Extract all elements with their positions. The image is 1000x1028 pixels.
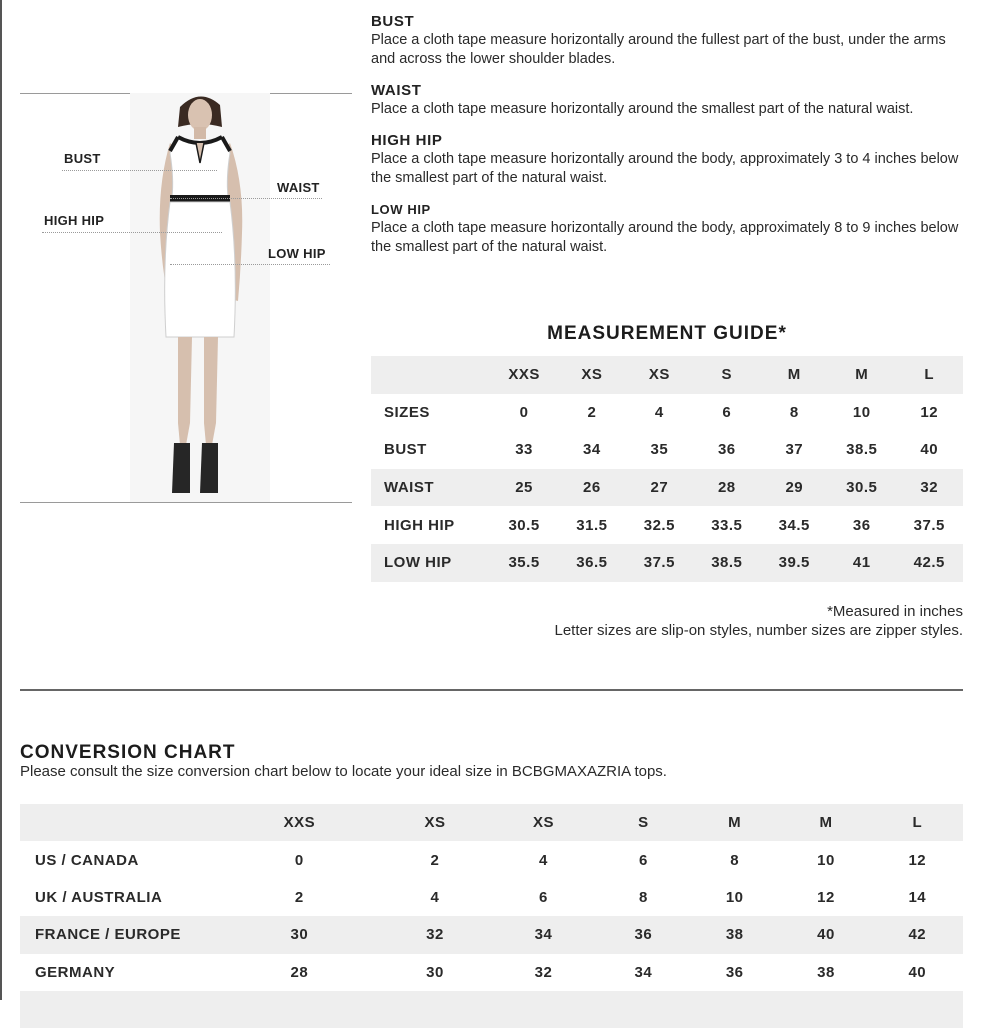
row-label: [20, 991, 218, 1028]
table-cell: [872, 991, 963, 1028]
table-cell: 41: [852, 554, 871, 572]
table-cell: 30: [290, 926, 309, 944]
table-row: [371, 544, 963, 582]
table-cell: [598, 991, 689, 1028]
table-cell: 38: [725, 926, 744, 944]
table-row: [20, 916, 963, 953]
table-cell: 30.5: [508, 516, 540, 534]
table-cell: [381, 991, 490, 1028]
table-cell: 27: [650, 479, 669, 497]
table-cell: 38.5: [711, 554, 743, 572]
table-cell: 25: [515, 479, 533, 497]
table-header-cell: XXS: [508, 366, 540, 384]
table-row: [371, 394, 963, 432]
table-cell: 36: [634, 926, 653, 944]
table-cell: 36.5: [576, 554, 608, 572]
figure-label-waist: WAIST: [277, 180, 320, 195]
table-cell: 4: [430, 888, 440, 906]
low-hip-line: [170, 264, 330, 265]
table-cell: 34: [634, 963, 653, 981]
row-label: WAIST: [384, 479, 434, 497]
table-header-cell: S: [721, 366, 733, 384]
definition-waist: [371, 81, 971, 119]
table-cell: 2: [294, 888, 304, 906]
table-header-cell: L: [924, 366, 935, 384]
table-cell: 34: [534, 926, 553, 944]
table-cell: 40: [817, 926, 835, 944]
note-size-styles: Letter sizes are slip-on styles, number sizes are zipper styles.: [554, 622, 963, 639]
table-cell: 40: [908, 963, 927, 981]
definition-title: LOW HIP: [371, 202, 431, 217]
table-cell: 36: [852, 516, 871, 534]
table-cell: 35: [650, 441, 669, 459]
table-cell: [689, 991, 780, 1028]
table-cell: 0: [519, 403, 529, 421]
table-cell: 10: [725, 888, 744, 906]
table-header-cell: XXS: [283, 814, 316, 832]
table-cell: 30: [426, 963, 444, 981]
table-cell: 6: [638, 851, 648, 869]
row-label: UK / AUSTRALIA: [35, 888, 163, 906]
definition-title: WAIST: [371, 82, 422, 99]
table-cell: 40: [920, 441, 939, 459]
definition-low-hip: [371, 200, 971, 257]
measurement-guide-title: MEASUREMENT GUIDE*: [547, 323, 787, 344]
table-cell: 4: [539, 851, 548, 869]
table-cell: 37.5: [913, 516, 945, 534]
table-cell: 29: [785, 479, 804, 497]
table-cell: 42: [908, 926, 927, 944]
definition-text: Place a cloth tape measure horizontally around the smallest part of the natural waist.: [371, 101, 914, 117]
table-cell: 28: [290, 963, 309, 981]
table-cell: 37: [785, 441, 804, 459]
table-cell: 31.5: [576, 516, 608, 534]
section-divider: [20, 689, 963, 691]
table-cell: [489, 991, 598, 1028]
table-cell: 32: [426, 926, 444, 944]
table-cell: 2: [587, 403, 597, 421]
table-row-partial: [20, 991, 963, 1028]
model-figure: [20, 93, 352, 503]
page-left-border: [0, 0, 2, 1000]
row-label: FRANCE / EUROPE: [35, 926, 181, 944]
table-cell: 4: [654, 403, 664, 421]
table-header-cell: XS: [581, 366, 603, 384]
table-header-cell: L: [912, 814, 923, 832]
table-cell: 12: [817, 888, 835, 906]
figure-label-bust: BUST: [64, 151, 101, 166]
table-row: [371, 431, 963, 469]
row-label: GERMANY: [35, 963, 116, 981]
table-header-cell: M: [819, 814, 833, 832]
table-cell: 33.5: [711, 516, 743, 534]
table-cell: 34: [583, 441, 601, 459]
table-header-cell: M: [855, 366, 869, 384]
table-header-cell: XS: [424, 814, 446, 832]
table-header-row: [371, 356, 963, 394]
table-cell: 6: [539, 888, 548, 906]
table-header-row: [20, 804, 963, 841]
table-cell: [780, 991, 871, 1028]
definition-title: HIGH HIP: [371, 132, 443, 149]
table-header-cell: M: [787, 366, 801, 384]
figure-label-low-hip: LOW HIP: [268, 246, 326, 261]
table-cell: 38.5: [846, 441, 878, 459]
measurement-notes: [371, 602, 963, 640]
conversion-chart-table: [20, 804, 963, 1028]
table-header-cell: S: [638, 814, 649, 832]
table-cell: 8: [638, 888, 648, 906]
table-cell: 28: [717, 479, 736, 497]
table-cell: 36: [717, 441, 736, 459]
table-cell: 34.5: [778, 516, 810, 534]
row-label: LOW HIP: [384, 554, 452, 572]
definition-title: BUST: [371, 13, 415, 30]
measurement-definitions: [371, 12, 971, 269]
definition-text: Place a cloth tape measure horizontally around the body, approximately 3 to 4 inches below the smallest part of the natural waist.: [371, 151, 959, 186]
table-cell: 35.5: [508, 554, 540, 572]
table-cell: 10: [852, 403, 871, 421]
table-row: [371, 469, 963, 507]
table-header-cell: XS: [532, 814, 554, 832]
table-cell: 14: [908, 888, 927, 906]
table-cell: 42.5: [913, 554, 945, 572]
note-measured-in-inches: *Measured in inches: [827, 603, 963, 620]
row-label: HIGH HIP: [384, 516, 455, 534]
conversion-chart-title: CONVERSION CHART: [20, 742, 236, 763]
table-cell: 39.5: [778, 554, 810, 572]
table-header-cell: [371, 356, 490, 394]
definition-bust: [371, 12, 971, 69]
table-cell: 36: [725, 963, 744, 981]
table-cell: 32: [920, 479, 939, 497]
bust-line: [62, 170, 217, 171]
conversion-chart-subtitle: Please consult the size conversion chart below to locate your ideal size in BCBGMAXAZRIA tops.: [20, 763, 667, 780]
table-cell: 10: [817, 851, 835, 869]
table-header-cell: M: [728, 814, 742, 832]
table-cell: 12: [920, 403, 939, 421]
row-label: SIZES: [384, 403, 430, 421]
table-row: [371, 506, 963, 544]
table-cell: 37.5: [643, 554, 675, 572]
table-header-cell: XS: [648, 366, 670, 384]
table-cell: 26: [583, 479, 601, 497]
table-cell: 32: [534, 963, 553, 981]
definition-high-hip: [371, 131, 971, 188]
table-cell: 8: [730, 851, 740, 869]
high-hip-line: [42, 232, 222, 233]
table-row: [20, 841, 963, 878]
waist-line: [170, 198, 322, 199]
table-row: [20, 954, 963, 991]
row-label: BUST: [384, 441, 427, 459]
table-cell: 30.5: [846, 479, 878, 497]
table-cell: [218, 991, 381, 1028]
table-header-cell: [20, 804, 218, 841]
table-cell: 0: [294, 851, 304, 869]
table-cell: 38: [817, 963, 835, 981]
table-cell: 33: [515, 441, 533, 459]
table-cell: 8: [789, 403, 799, 421]
table-row: [20, 879, 963, 916]
definition-text: Place a cloth tape measure horizontally around the body, approximately 8 to 9 inches below the smallest part of the natural waist.: [371, 220, 959, 255]
table-cell: 2: [430, 851, 440, 869]
figure-label-high-hip: HIGH HIP: [44, 213, 105, 228]
measurement-guide-table: [371, 356, 963, 582]
table-cell: 32.5: [643, 516, 675, 534]
table-cell: 12: [908, 851, 927, 869]
table-cell: 6: [722, 403, 732, 421]
row-label: US / CANADA: [35, 851, 139, 869]
definition-text: Place a cloth tape measure horizontally around the fullest part of the bust, under the arms and across the lower shoulder blades.: [371, 32, 946, 67]
